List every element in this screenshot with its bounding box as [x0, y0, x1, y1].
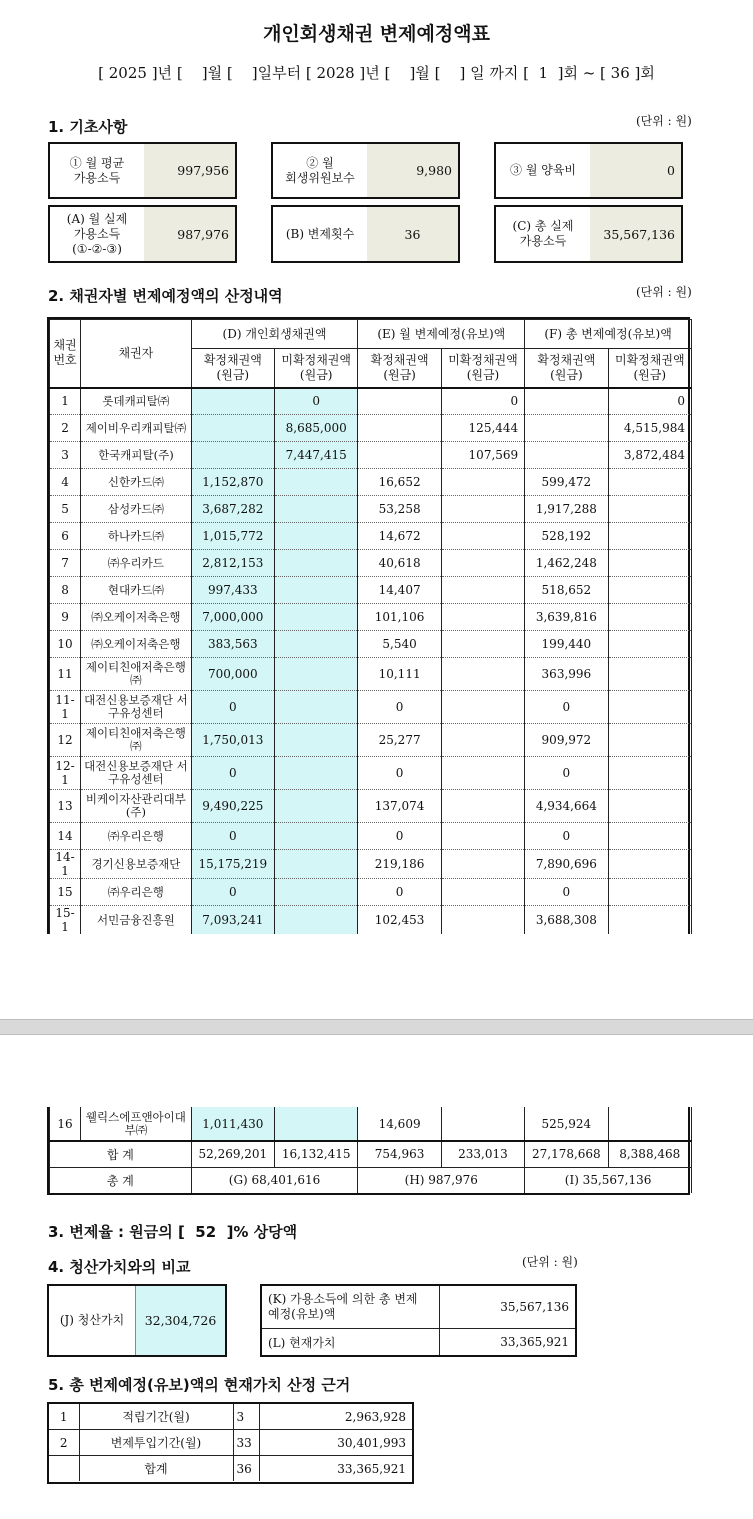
row-d-confirmed: 1,152,870	[191, 469, 274, 496]
subtotal-d2: 16,132,415	[275, 1141, 358, 1167]
row-e-unconfirmed: 125,444	[441, 415, 524, 442]
row-e-confirmed	[358, 415, 441, 442]
row-d-unconfirmed	[275, 604, 358, 631]
row-no: 4	[50, 469, 81, 496]
row-f-confirmed: 3,688,308	[525, 906, 608, 935]
header-unconfirmed: 미확정채권액 (원금)	[608, 349, 691, 388]
row-e-confirmed: 0	[358, 823, 441, 850]
row-no: 2	[50, 415, 81, 442]
pv-months: 36	[233, 1456, 259, 1482]
row-d-unconfirmed	[275, 757, 358, 790]
row-d-unconfirmed	[275, 577, 358, 604]
row-f-confirmed: 0	[525, 823, 608, 850]
table-row	[50, 790, 692, 823]
creditor-table-page2	[49, 1107, 692, 1193]
basic-item-value: 0	[590, 144, 681, 197]
row-d-unconfirmed	[275, 906, 358, 935]
row-d-unconfirmed	[275, 850, 358, 879]
row-f-unconfirmed	[608, 724, 691, 757]
table-row	[49, 1404, 412, 1430]
table-row	[50, 850, 692, 879]
total-label: 총 계	[50, 1167, 192, 1193]
l-label: (L) 현재가치	[262, 1329, 439, 1356]
creditor-table	[49, 319, 692, 934]
row-creditor: ㈜오케이저축은행	[81, 604, 192, 631]
row-creditor: 제이티친애저축은행 ㈜	[81, 658, 192, 691]
row-f-unconfirmed	[608, 906, 691, 935]
row-d-confirmed: 997,433	[191, 577, 274, 604]
row-d-confirmed: 7,093,241	[191, 906, 274, 935]
table-row	[50, 523, 692, 550]
row-e-unconfirmed	[441, 469, 524, 496]
row-d-unconfirmed	[275, 1107, 358, 1141]
table-row	[50, 658, 692, 691]
row-d-unconfirmed	[275, 496, 358, 523]
row-creditor: ㈜우리은행	[81, 879, 192, 906]
row-creditor: 하나카드㈜	[81, 523, 192, 550]
row-creditor: 신한카드㈜	[81, 469, 192, 496]
subtotal-e2: 233,013	[441, 1141, 524, 1167]
total-i: (I) 35,567,136	[525, 1167, 692, 1193]
row-no: 12-1	[50, 757, 81, 790]
pv-label: 합계	[79, 1456, 233, 1482]
table-row	[50, 906, 692, 935]
row-d-confirmed: 0	[191, 757, 274, 790]
row-f-confirmed: 4,934,664	[525, 790, 608, 823]
liquidation-label: (J) 청산가치	[59, 1313, 125, 1327]
row-creditor: ㈜우리카드	[81, 550, 192, 577]
row-no: 16	[50, 1107, 81, 1141]
row-d-unconfirmed: 7,447,415	[275, 442, 358, 469]
row-f-unconfirmed	[608, 658, 691, 691]
row-creditor: 대전신용보증재단 서 구유성센터	[81, 757, 192, 790]
row-e-confirmed: 53,258	[358, 496, 441, 523]
row-e-confirmed: 102,453	[358, 906, 441, 935]
row-f-confirmed: 1,462,248	[525, 550, 608, 577]
total-h: (H) 987,976	[358, 1167, 525, 1193]
row-d-confirmed: 1,011,430	[191, 1107, 274, 1141]
row-creditor: 대전신용보증재단 서 구유성센터	[81, 691, 192, 724]
row-e-unconfirmed	[441, 631, 524, 658]
row-no: 3	[50, 442, 81, 469]
row-e-confirmed: 5,540	[358, 631, 441, 658]
pv-amount: 30,401,993	[259, 1430, 412, 1456]
row-e-unconfirmed	[441, 604, 524, 631]
row-no: 10	[50, 631, 81, 658]
row-e-confirmed: 40,618	[358, 550, 441, 577]
subtotal-f2: 8,388,468	[608, 1141, 691, 1167]
header-unconfirmed: 미확정채권액 (원금)	[275, 349, 358, 388]
row-creditor: 경기신용보증재단	[81, 850, 192, 879]
row-d-confirmed: 15,175,219	[191, 850, 274, 879]
row-d-unconfirmed	[275, 823, 358, 850]
row-e-confirmed: 0	[358, 691, 441, 724]
row-f-confirmed: 528,192	[525, 523, 608, 550]
row-f-unconfirmed	[608, 757, 691, 790]
row-e-confirmed	[358, 388, 441, 415]
section3-heading: 3. 변제율 : 원금의 [ 52 ]% 상당액	[48, 1223, 298, 1241]
row-e-confirmed: 14,609	[358, 1107, 441, 1141]
row-f-confirmed	[525, 388, 608, 415]
row-d-confirmed: 700,000	[191, 658, 274, 691]
basic-item-actual-income	[48, 205, 237, 263]
row-e-unconfirmed	[441, 724, 524, 757]
row-d-unconfirmed	[275, 790, 358, 823]
row-e-unconfirmed	[441, 1107, 524, 1141]
row-f-unconfirmed	[608, 1107, 691, 1141]
row-f-confirmed: 0	[525, 757, 608, 790]
k-value: 35,567,136	[439, 1286, 575, 1329]
row-d-unconfirmed	[275, 691, 358, 724]
row-f-unconfirmed: 0	[608, 388, 691, 415]
pv-amount: 2,963,928	[259, 1404, 412, 1430]
table-row	[50, 691, 692, 724]
basic-item-avg-income	[48, 142, 237, 199]
row-f-unconfirmed	[608, 469, 691, 496]
section4-unit: (단위 : 원)	[522, 1255, 578, 1269]
present-value-box	[47, 1402, 414, 1484]
row-no: 14	[50, 823, 81, 850]
basic-item-label: (A) 월 실제 가용소득 (①-②-③)	[66, 211, 128, 256]
row-d-unconfirmed: 0	[275, 388, 358, 415]
basic-item-value: 987,976	[144, 207, 235, 261]
row-e-unconfirmed	[441, 879, 524, 906]
header-creditor: 채권자	[81, 320, 192, 388]
creditor-rows	[50, 388, 692, 935]
basic-item-value: 36	[367, 207, 458, 261]
table-row	[50, 469, 692, 496]
row-d-unconfirmed	[275, 658, 358, 691]
row-no: 11	[50, 658, 81, 691]
basic-item-child-support	[494, 142, 683, 199]
row-f-unconfirmed	[608, 631, 691, 658]
section4-heading: 4. 청산가치와의 비교	[48, 1258, 191, 1276]
row-f-confirmed: 518,652	[525, 577, 608, 604]
pv-months: 3	[233, 1404, 259, 1430]
section1-heading: 1. 기초사항	[48, 118, 128, 136]
row-creditor: 비케이자산관리대부 (주)	[81, 790, 192, 823]
row-e-unconfirmed	[441, 691, 524, 724]
row-d-unconfirmed	[275, 469, 358, 496]
row-no: 1	[50, 388, 81, 415]
section1-unit: (단위 : 원)	[636, 114, 692, 128]
row-d-unconfirmed	[275, 550, 358, 577]
row-e-unconfirmed	[441, 757, 524, 790]
row-e-confirmed: 219,186	[358, 850, 441, 879]
row-f-confirmed: 363,996	[525, 658, 608, 691]
row-f-confirmed: 3,639,816	[525, 604, 608, 631]
row-no: 13	[50, 790, 81, 823]
subtotal-row	[50, 1141, 692, 1167]
table-row	[49, 1430, 412, 1456]
row-e-unconfirmed	[441, 906, 524, 935]
total-row	[50, 1167, 692, 1193]
row-e-unconfirmed: 107,569	[441, 442, 524, 469]
table-row	[50, 631, 692, 658]
subtotal-d1: 52,269,201	[191, 1141, 274, 1167]
row-e-confirmed: 14,672	[358, 523, 441, 550]
header-unconfirmed: 미확정채권액 (원금)	[441, 349, 524, 388]
row-f-confirmed: 599,472	[525, 469, 608, 496]
liquidation-value: 32,304,726	[135, 1286, 225, 1355]
section2-unit: (단위 : 원)	[636, 285, 692, 299]
row-d-confirmed: 0	[191, 823, 274, 850]
header-no: 채권 번호	[50, 320, 81, 388]
row-f-confirmed: 909,972	[525, 724, 608, 757]
row-d-confirmed: 2,812,153	[191, 550, 274, 577]
row-e-confirmed: 16,652	[358, 469, 441, 496]
table-row	[50, 496, 692, 523]
pv-label: 변제투입기간(월)	[79, 1430, 233, 1456]
header-confirmed: 확정채권액 (원금)	[525, 349, 608, 388]
table-row	[50, 757, 692, 790]
row-e-confirmed: 101,106	[358, 604, 441, 631]
row-no: 12	[50, 724, 81, 757]
table-row	[50, 550, 692, 577]
liquidation-value-box	[47, 1284, 227, 1357]
header-confirmed: 확정채권액 (원금)	[358, 349, 441, 388]
row-f-confirmed: 7,890,696	[525, 850, 608, 879]
row-f-confirmed	[525, 415, 608, 442]
table-row	[50, 1107, 692, 1141]
page-break	[0, 1019, 753, 1035]
row-e-confirmed: 14,407	[358, 577, 441, 604]
row-f-unconfirmed	[608, 823, 691, 850]
basic-item-label: ③ 월 양육비	[510, 163, 576, 177]
row-no: 15-1	[50, 906, 81, 935]
row-creditor: 롯데캐피탈㈜	[81, 388, 192, 415]
basic-item-value: 997,956	[144, 144, 235, 197]
table-row	[50, 823, 692, 850]
row-f-unconfirmed	[608, 691, 691, 724]
subtotal-e1: 754,963	[358, 1141, 441, 1167]
table-row	[50, 415, 692, 442]
table-row	[49, 1456, 412, 1482]
row-d-unconfirmed	[275, 631, 358, 658]
comparison-table	[262, 1286, 575, 1355]
comparison-box	[260, 1284, 577, 1357]
section5-heading: 5. 총 변제예정(유보)액의 현재가치 산정 근거	[48, 1376, 351, 1394]
row-f-unconfirmed: 4,515,984	[608, 415, 691, 442]
row-d-confirmed: 0	[191, 879, 274, 906]
row-f-confirmed: 0	[525, 691, 608, 724]
subtotal-f1: 27,178,668	[525, 1141, 608, 1167]
row-e-unconfirmed	[441, 577, 524, 604]
row-creditor: 한국캐피탈(주)	[81, 442, 192, 469]
row-d-confirmed: 3,687,282	[191, 496, 274, 523]
present-value-table	[49, 1404, 412, 1481]
row-f-confirmed: 199,440	[525, 631, 608, 658]
basic-item-value: 9,980	[367, 144, 458, 197]
row-creditor: ㈜오케이저축은행	[81, 631, 192, 658]
pv-no: 2	[49, 1430, 79, 1456]
l-value: 33,365,921	[439, 1329, 575, 1356]
row-f-confirmed: 1,917,288	[525, 496, 608, 523]
row-f-unconfirmed	[608, 496, 691, 523]
pv-no	[49, 1456, 79, 1482]
pv-label: 적립기간(월)	[79, 1404, 233, 1430]
basic-item-label: ① 월 평균 가용소득	[69, 155, 125, 185]
row-no: 9	[50, 604, 81, 631]
row-e-unconfirmed	[441, 550, 524, 577]
page-title: 개인회생채권 변제예정액표	[263, 23, 490, 45]
row-f-confirmed: 525,924	[525, 1107, 608, 1141]
row-e-unconfirmed	[441, 496, 524, 523]
row-f-unconfirmed: 3,872,484	[608, 442, 691, 469]
row-creditor: 삼성카드㈜	[81, 496, 192, 523]
row-f-unconfirmed	[608, 604, 691, 631]
row-no: 5	[50, 496, 81, 523]
pv-amount: 33,365,921	[259, 1456, 412, 1482]
row-e-unconfirmed	[441, 658, 524, 691]
row-d-unconfirmed	[275, 724, 358, 757]
row-f-unconfirmed	[608, 879, 691, 906]
creditor-table-frame	[47, 317, 690, 934]
row-d-confirmed: 7,000,000	[191, 604, 274, 631]
row-creditor: ㈜우리은행	[81, 823, 192, 850]
row-no: 8	[50, 577, 81, 604]
basic-item-label: (C) 총 실제 가용소득	[512, 219, 574, 248]
pv-no: 1	[49, 1404, 79, 1430]
row-e-unconfirmed	[441, 790, 524, 823]
row-d-confirmed	[191, 415, 274, 442]
row-creditor: 제이티친애저축은행 ㈜	[81, 724, 192, 757]
row-f-unconfirmed	[608, 523, 691, 550]
total-g: (G) 68,401,616	[191, 1167, 358, 1193]
basic-item-repay-count	[271, 205, 460, 263]
row-d-unconfirmed	[275, 879, 358, 906]
row-d-confirmed	[191, 442, 274, 469]
row-e-unconfirmed	[441, 850, 524, 879]
row-f-unconfirmed	[608, 790, 691, 823]
section2-heading: 2. 채권자별 변제예정액의 산정내역	[48, 287, 283, 305]
row-d-unconfirmed: 8,685,000	[275, 415, 358, 442]
row-d-confirmed	[191, 388, 274, 415]
row-d-confirmed: 1,015,772	[191, 523, 274, 550]
table-row	[50, 442, 692, 469]
row-e-confirmed	[358, 442, 441, 469]
basic-item-trustee-fee	[271, 142, 460, 199]
header-group-f: (F) 총 변제예정(유보)액	[525, 320, 692, 349]
row-no: 14-1	[50, 850, 81, 879]
row-f-confirmed: 0	[525, 879, 608, 906]
row-d-confirmed: 1,750,013	[191, 724, 274, 757]
row-creditor: 제이비우리캐피탈㈜	[81, 415, 192, 442]
basic-item-total-income	[494, 205, 683, 263]
pv-months: 33	[233, 1430, 259, 1456]
row-d-confirmed: 9,490,225	[191, 790, 274, 823]
row-e-confirmed: 25,277	[358, 724, 441, 757]
row-no: 15	[50, 879, 81, 906]
row-d-unconfirmed	[275, 523, 358, 550]
row-no: 7	[50, 550, 81, 577]
row-e-confirmed: 137,074	[358, 790, 441, 823]
table-row	[50, 577, 692, 604]
table-row	[50, 879, 692, 906]
row-creditor: 웰릭스에프앤아이대 부㈜	[81, 1107, 192, 1141]
creditor-table-continued	[47, 1107, 690, 1195]
row-creditor: 서민금융진흥원	[81, 906, 192, 935]
repayment-period: [ 2025 ]년 [ ]월 [ ]일부터 [ 2028 ]년 [ ]월 [ ] 일 까지 [ 1 ]회 ~ [ 36 ]회	[98, 64, 655, 82]
row-no: 11-1	[50, 691, 81, 724]
subtotal-label: 합 계	[50, 1141, 192, 1167]
row-f-confirmed	[525, 442, 608, 469]
row-e-unconfirmed	[441, 523, 524, 550]
row-d-confirmed: 383,563	[191, 631, 274, 658]
table-row	[50, 388, 692, 415]
header-group-d: (D) 개인회생채권액	[191, 320, 358, 349]
row-no: 6	[50, 523, 81, 550]
table-row	[50, 604, 692, 631]
row-e-unconfirmed	[441, 823, 524, 850]
row-f-unconfirmed	[608, 550, 691, 577]
basic-item-label: ② 월 회생위원보수	[285, 155, 355, 185]
row-d-confirmed: 0	[191, 691, 274, 724]
row-f-unconfirmed	[608, 577, 691, 604]
row-e-confirmed: 0	[358, 879, 441, 906]
row-e-confirmed: 10,111	[358, 658, 441, 691]
basic-item-value: 35,567,136	[590, 207, 681, 261]
k-label: (K) 가용소득에 의한 총 변제 예정(유보)액	[262, 1286, 439, 1329]
row-f-unconfirmed	[608, 850, 691, 879]
table-row	[50, 724, 692, 757]
row-creditor: 현대카드㈜	[81, 577, 192, 604]
row-e-confirmed: 0	[358, 757, 441, 790]
header-confirmed: 확정채권액 (원금)	[191, 349, 274, 388]
header-group-e: (E) 월 변제예정(유보)액	[358, 320, 525, 349]
basic-item-label: (B) 변제횟수	[285, 226, 355, 241]
row-e-unconfirmed: 0	[441, 388, 524, 415]
